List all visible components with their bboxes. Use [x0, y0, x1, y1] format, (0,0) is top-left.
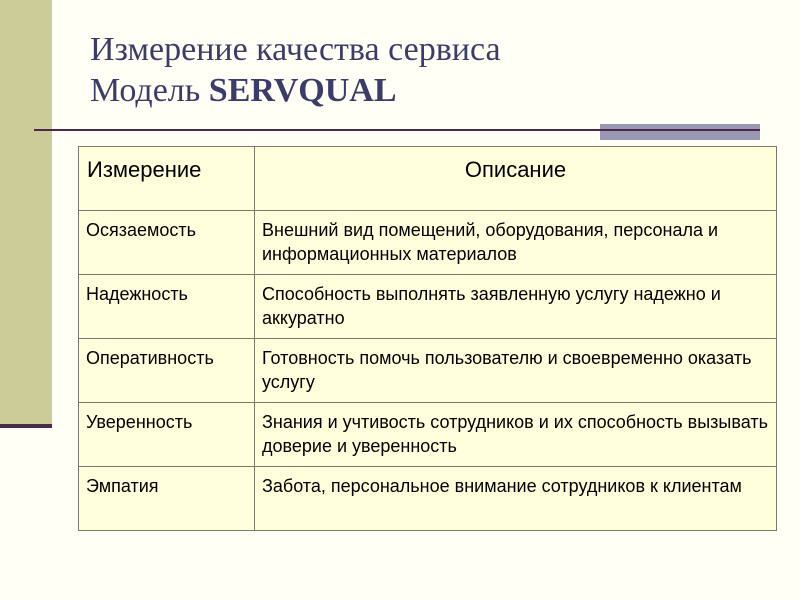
header-dimension: Измерение: [79, 147, 255, 211]
title-line-1: Измерение качества сервиса: [90, 31, 501, 68]
table-row: [79, 211, 777, 275]
title-model-name: SERVQUAL: [208, 71, 397, 109]
title-line-2-prefix: Модель: [90, 71, 209, 109]
description-cell: Знания и учтивость сотрудников и их способность вызывать доверие и уверенность: [255, 403, 777, 467]
description-cell: Забота, персональное внимание сотрудников к клиентам: [255, 467, 777, 531]
title-divider-accent: [600, 124, 760, 140]
description-cell: Способность выполнять заявленную услугу надежно и аккуратно: [255, 275, 777, 339]
table-row: [79, 403, 777, 467]
slide-title: [90, 30, 501, 112]
servqual-table: [78, 146, 777, 531]
dimension-cell: Уверенность: [79, 403, 255, 467]
table-row: [79, 275, 777, 339]
table-row: [79, 339, 777, 403]
dimension-cell: Оперативность: [79, 339, 255, 403]
dimension-cell: Надежность: [79, 275, 255, 339]
header-description: Описание: [255, 147, 777, 211]
description-cell: Готовность помочь пользователю и своевременно оказать услугу: [255, 339, 777, 403]
description-cell: Внешний вид помещений, оборудования, персонала и информационных материалов: [255, 211, 777, 275]
table-header-row: [79, 147, 777, 211]
table-row: [79, 467, 777, 531]
dimension-cell: Эмпатия: [79, 467, 255, 531]
title-line-2: [90, 71, 501, 112]
left-accent-bar: [0, 0, 52, 425]
left-accent-line: [0, 424, 52, 428]
dimension-cell: Осязаемость: [79, 211, 255, 275]
